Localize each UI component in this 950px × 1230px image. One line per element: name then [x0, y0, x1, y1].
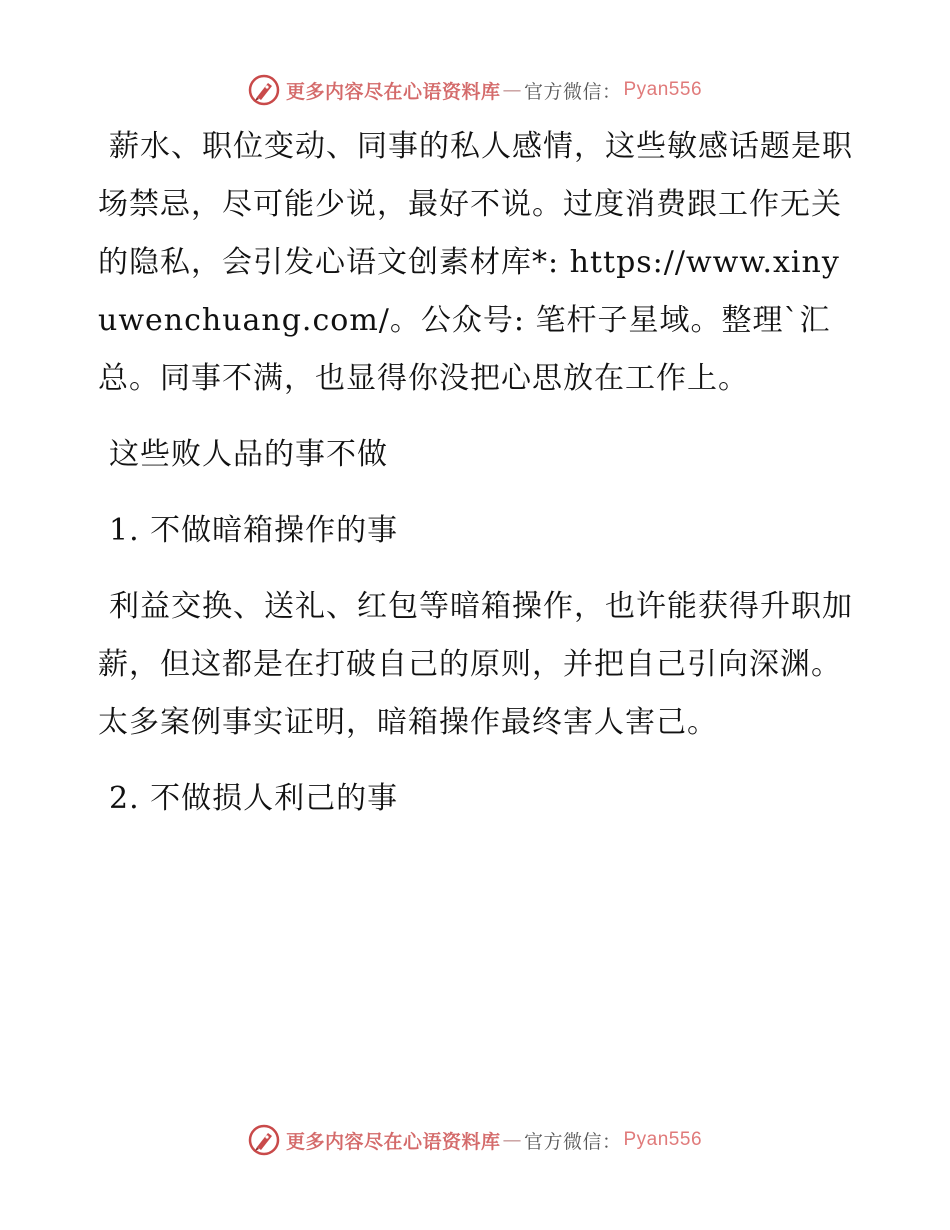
footer-banner — [0, 1120, 950, 1160]
banner-official-label: 官方微信： — [523, 1130, 622, 1153]
heading-text: 这些败人品的事不做 — [109, 437, 388, 472]
banner-site-name: 更多内容尽在心语资料库 — [285, 1130, 501, 1153]
paragraph-text: 利益交换、送礼、红包等暗箱操作，也许能获得升职加薪，但这都是在打破自己的原则，并把自己引向深渊。太多案例事实证明，暗箱操作最终害人害己。 — [98, 589, 853, 740]
pen-nib-logo-icon — [248, 1124, 280, 1156]
banner-wechat-handle: Pyan556 — [623, 79, 703, 100]
banner-official-label: 官方微信： — [523, 80, 622, 103]
heading-text: 2. 不做损人利己的事 — [109, 781, 399, 816]
banner-site-name: 更多内容尽在心语资料库 — [285, 80, 501, 103]
paragraph-sensitive-topics — [98, 118, 858, 408]
document-body — [98, 118, 858, 846]
subheading-1 — [98, 502, 858, 560]
paragraph-text: 薪水、职位变动、同事的私人感情，这些敏感话题是职场禁忌，尽可能少说，最好不说。过度消费跟工作无关的隐私，会引发心语文创素材库*: https://www.xinyuwenchuang.com/。公众号: 笔杆子星域。整理`汇总。同事不满，也显得你没把心思放在工作上。 — [98, 129, 853, 396]
section-heading — [98, 426, 858, 484]
pen-nib-logo-icon — [248, 74, 280, 106]
subheading-2 — [98, 770, 858, 828]
heading-text: 1. 不做暗箱操作的事 — [109, 513, 399, 548]
header-banner — [0, 70, 950, 110]
paragraph-black-box — [98, 578, 858, 752]
banner-dash: — — [502, 79, 522, 101]
banner-dash: — — [502, 1129, 522, 1151]
banner-wechat-handle: Pyan556 — [623, 1129, 703, 1150]
